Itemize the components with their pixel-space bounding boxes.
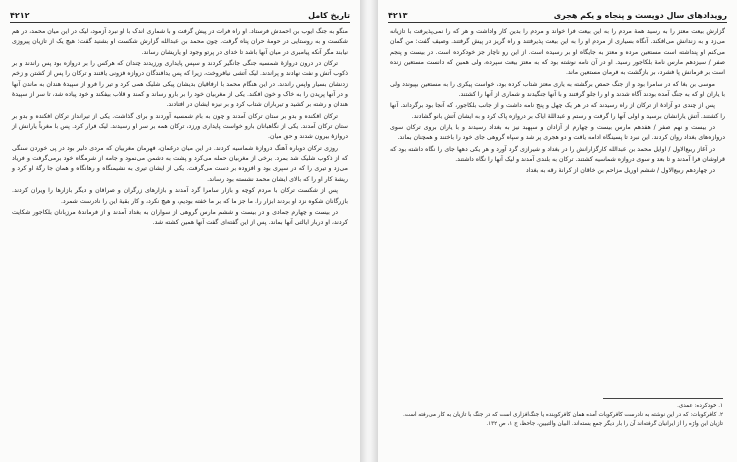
paragraph: گزارش بیعت معتز را به رسید همهٔ مردم را به این بیعت فرا خواند و مردم را بدین کار واداشت و هر که را نمی‌پذیرفت با تازیانه می‌زد و به زندانش می‌افکند. آنگاه بسیاری از مردم او را به این بیعت پذیرفتند و راه گریز در پیش گرفتند. وصیف گفت: من گمان می‌کنم او پنداشته است مستعین مرده و معتز به جایگاه او بر رسیده است. از این رو ناچار جز خودکرده است. در بیست و پنجم صفر / سیزدهم مارس نامهٔ بلکاجور رسید. او در آن نامه نوشته بود که به معتز بیعت سپرده، ولی همین که دانست مستعین زنده است بر فرمانش پا فشرد، بر بازگشت به فرمان مستعین ماند.	[390, 28, 725, 77]
footnote: ۲. کافرکوبات: که در این نوشته به نادرست کافرکوبات آمده همان کافرکوبنده یا جنگ‌افزاری است که در جنگ با تازیان به کار می‌رفته است. تازیان این واژه را از ایرانیان گرفته‌اند آن را بار دیگر جمع بسته‌اند. البیان والتبیین، جاحظ، ج ۱، ص ۱۳۲.	[403, 412, 723, 427]
right-page-body	[390, 27, 725, 392]
right-header-rule	[388, 22, 727, 23]
paragraph: پس از شکست ترکان با مردم کوچه و بازار سامرا گرد آمدند و بازارهای زرگران و صرافان و دیگر بازارها را ویران کردند. بازرگانان شکوه نزد او بردند ابزار را. ما جز ما که بر ما خفته بودیم، و هیچ نکرد، و کار بقیهٔ این را نادرست شمرد.	[12, 187, 348, 205]
paragraph: روزی ترکان دوباره آهنگ دروازهٔ شماسیه کردند. در این میان درغمان، فهرمان مغربیان که مردی دلیر بود در پی خوردن سنگی که از ذکوب شلیک شد بمرد. برخی از مغربیان حمله می‌کرد و پشت به دشمن می‌نمود و جامه از شرمگاه خود برمی‌گرفت و فریاد می‌زد و تیری را که در سپری بود و افزوده بر دست می‌گرفت. یکی از ایشان تیری به نشیمنگاه و رهانگاه و همان جا رگهٔ او کرد و ریشهٔ کار او را که بالای ایشان محمد نشسته بود رساند.	[12, 144, 348, 183]
paragraph: ترکان در درون دروازهٔ شمسیه جنگی جانگیر کردند و سپس پایداری ورزیدند چندان که هرکس را بر دروازه بود پس راندند و بر ذکوب آتش و نفت نهادند و پراندند. لیک آتشی نیافروخت، زیرا که پس یدافندگان دروازه فزونی یافتند و ترکان را پس از کشتن و زخم زدنشان بسیار واپس راندند. در این هنگام محمد با ارفاقیان بدیشان پیکی شلیک همی کرد و تیر را فرو از سپیدهٔ هندان به ماندن آنها و در آنها پریدن را به خاک و خون افکند. یکی از مغربیان خود را بر بارو رساند و کمند و قلاب بیفکند و خود پیاده شد، تا سر از سپیدهٔ هندان و رشته بر کشید و تیرباران شتاب کرد و بر نیزه ایشان در افتادند.	[12, 60, 348, 109]
left-page-header	[10, 6, 350, 20]
left-page	[0, 0, 360, 462]
paragraph: در بیست و چهارم جمادی و در بیست و ششم مارس گروهی از سواران به بغداد آمدند و از فرماندهٔ مرزبانان بلکاجور شکایت کردند، او دربار ایالتی آنها بماند. پس از این گفته‌ای گفت آنها همین کشته شد.	[12, 208, 348, 227]
footnote-rule	[603, 398, 723, 399]
paragraph: منگو به جنگ ایوب بن احمدش فرستاد. او راه فرات در پیش گرفت و با شماری اندک با او نبرد آزمود، لیک در این میان محمد، در هم شکست و به روستایی در حومهٔ حران پناه گرفت. چون محمد بن عبدالله گزارش شکست او بشنید گفت: هیچ یک از تازیان پیروزی نیابند مگر آنکه پیامبری در میان آنها باشد تا خدای در پرتو وجود او یاریشان رساند.	[12, 28, 348, 56]
paragraph: موسی بن بغا که در سامرا بود و از جنگ حمص برگشته به یاری معتز شتاب کرده بود، خواست پیکری را به مستعین بپیوندد ولی با یاران او که به جنگ آمده بودند آگاه شدند و او را جلو گرفتند و با آنها جنگیدند و شماری از آنها را کشتند.	[390, 80, 725, 99]
footnote: ۱. خودکرده: عمدی.	[677, 403, 723, 409]
left-header-rule	[10, 22, 350, 23]
left-page-body	[12, 27, 348, 230]
paragraph: در آغاز ربیع‌الاول / اوایل محمد بن عبدالله کارگزارانش را در بغداد و شیرازی گرد آورد و هر یکی دهها جای را نگاه داشته بود که قراوشان فرا آمدند و تا بعد و سوی دروازه شماسیه کشتند. ترکان به بلندی آمدند و لیک آنها را نگاه داشتند.	[390, 145, 725, 164]
left-page-header-title: تاریخ کامل	[308, 11, 350, 20]
paragraph: پس از چندی دو آزادهٔ از ترکان از راه رسیدند که در هر یک چهل و پنج نامه داشت و از جانب بلکاجور، که آنجا بود برگرداند. آنها را کشتند. آتش یارانشان برسید و اولی آنها را گرفت و رستم و عبداللهٔ ایاک بر دروازه پاک کرد و به ایشان آتش بانو گشادند.	[390, 102, 725, 120]
right-page-header	[388, 6, 727, 20]
right-page-header-title: رویدادهای سال دویست و پنجاه و یکم هجری	[553, 11, 727, 20]
paragraph: ترکان افکنده و بدو بر ستان ترکان آمدند و چون به بام شمسیه آوردند و برای گذاشت. یکی از تیرانداز ترکان افکنده و بدو بر ستان ترکان آمدند. یکی از نگاهبانان بارو خواست پایداری ورزد، ترکان همه بر سر او رسیدند. لیک فرار کرد. پس با مغرباً یارانش از دروازهٔ بیرون شدند و حق میان.	[12, 112, 348, 141]
right-page-number: ۴۲۱۳	[388, 11, 408, 20]
paragraph: در چهاردهم ربیع‌الاول / ششم اوریل مزاحم بن خاقان از کرانهٔ رقه به بغداد	[525, 167, 715, 175]
book-gutter	[360, 0, 378, 462]
left-page-number: ۴۲۱۲	[10, 11, 30, 20]
paragraph: در بیست و نهم صفر / هفدهم مارس بیست و چهارم از آزادان و سپهبد نیز به بغداد رسیدند و با یاران بروی ترکان سوی دروازه‌های بغداد روان کردند. این نبرد تا پسینگاه ادامه یافت و دو هجری پر شد و سپاه گروهی جای خود را باختند و همچنان بماند.	[390, 124, 725, 142]
right-page	[378, 0, 737, 462]
footnotes	[392, 402, 723, 429]
